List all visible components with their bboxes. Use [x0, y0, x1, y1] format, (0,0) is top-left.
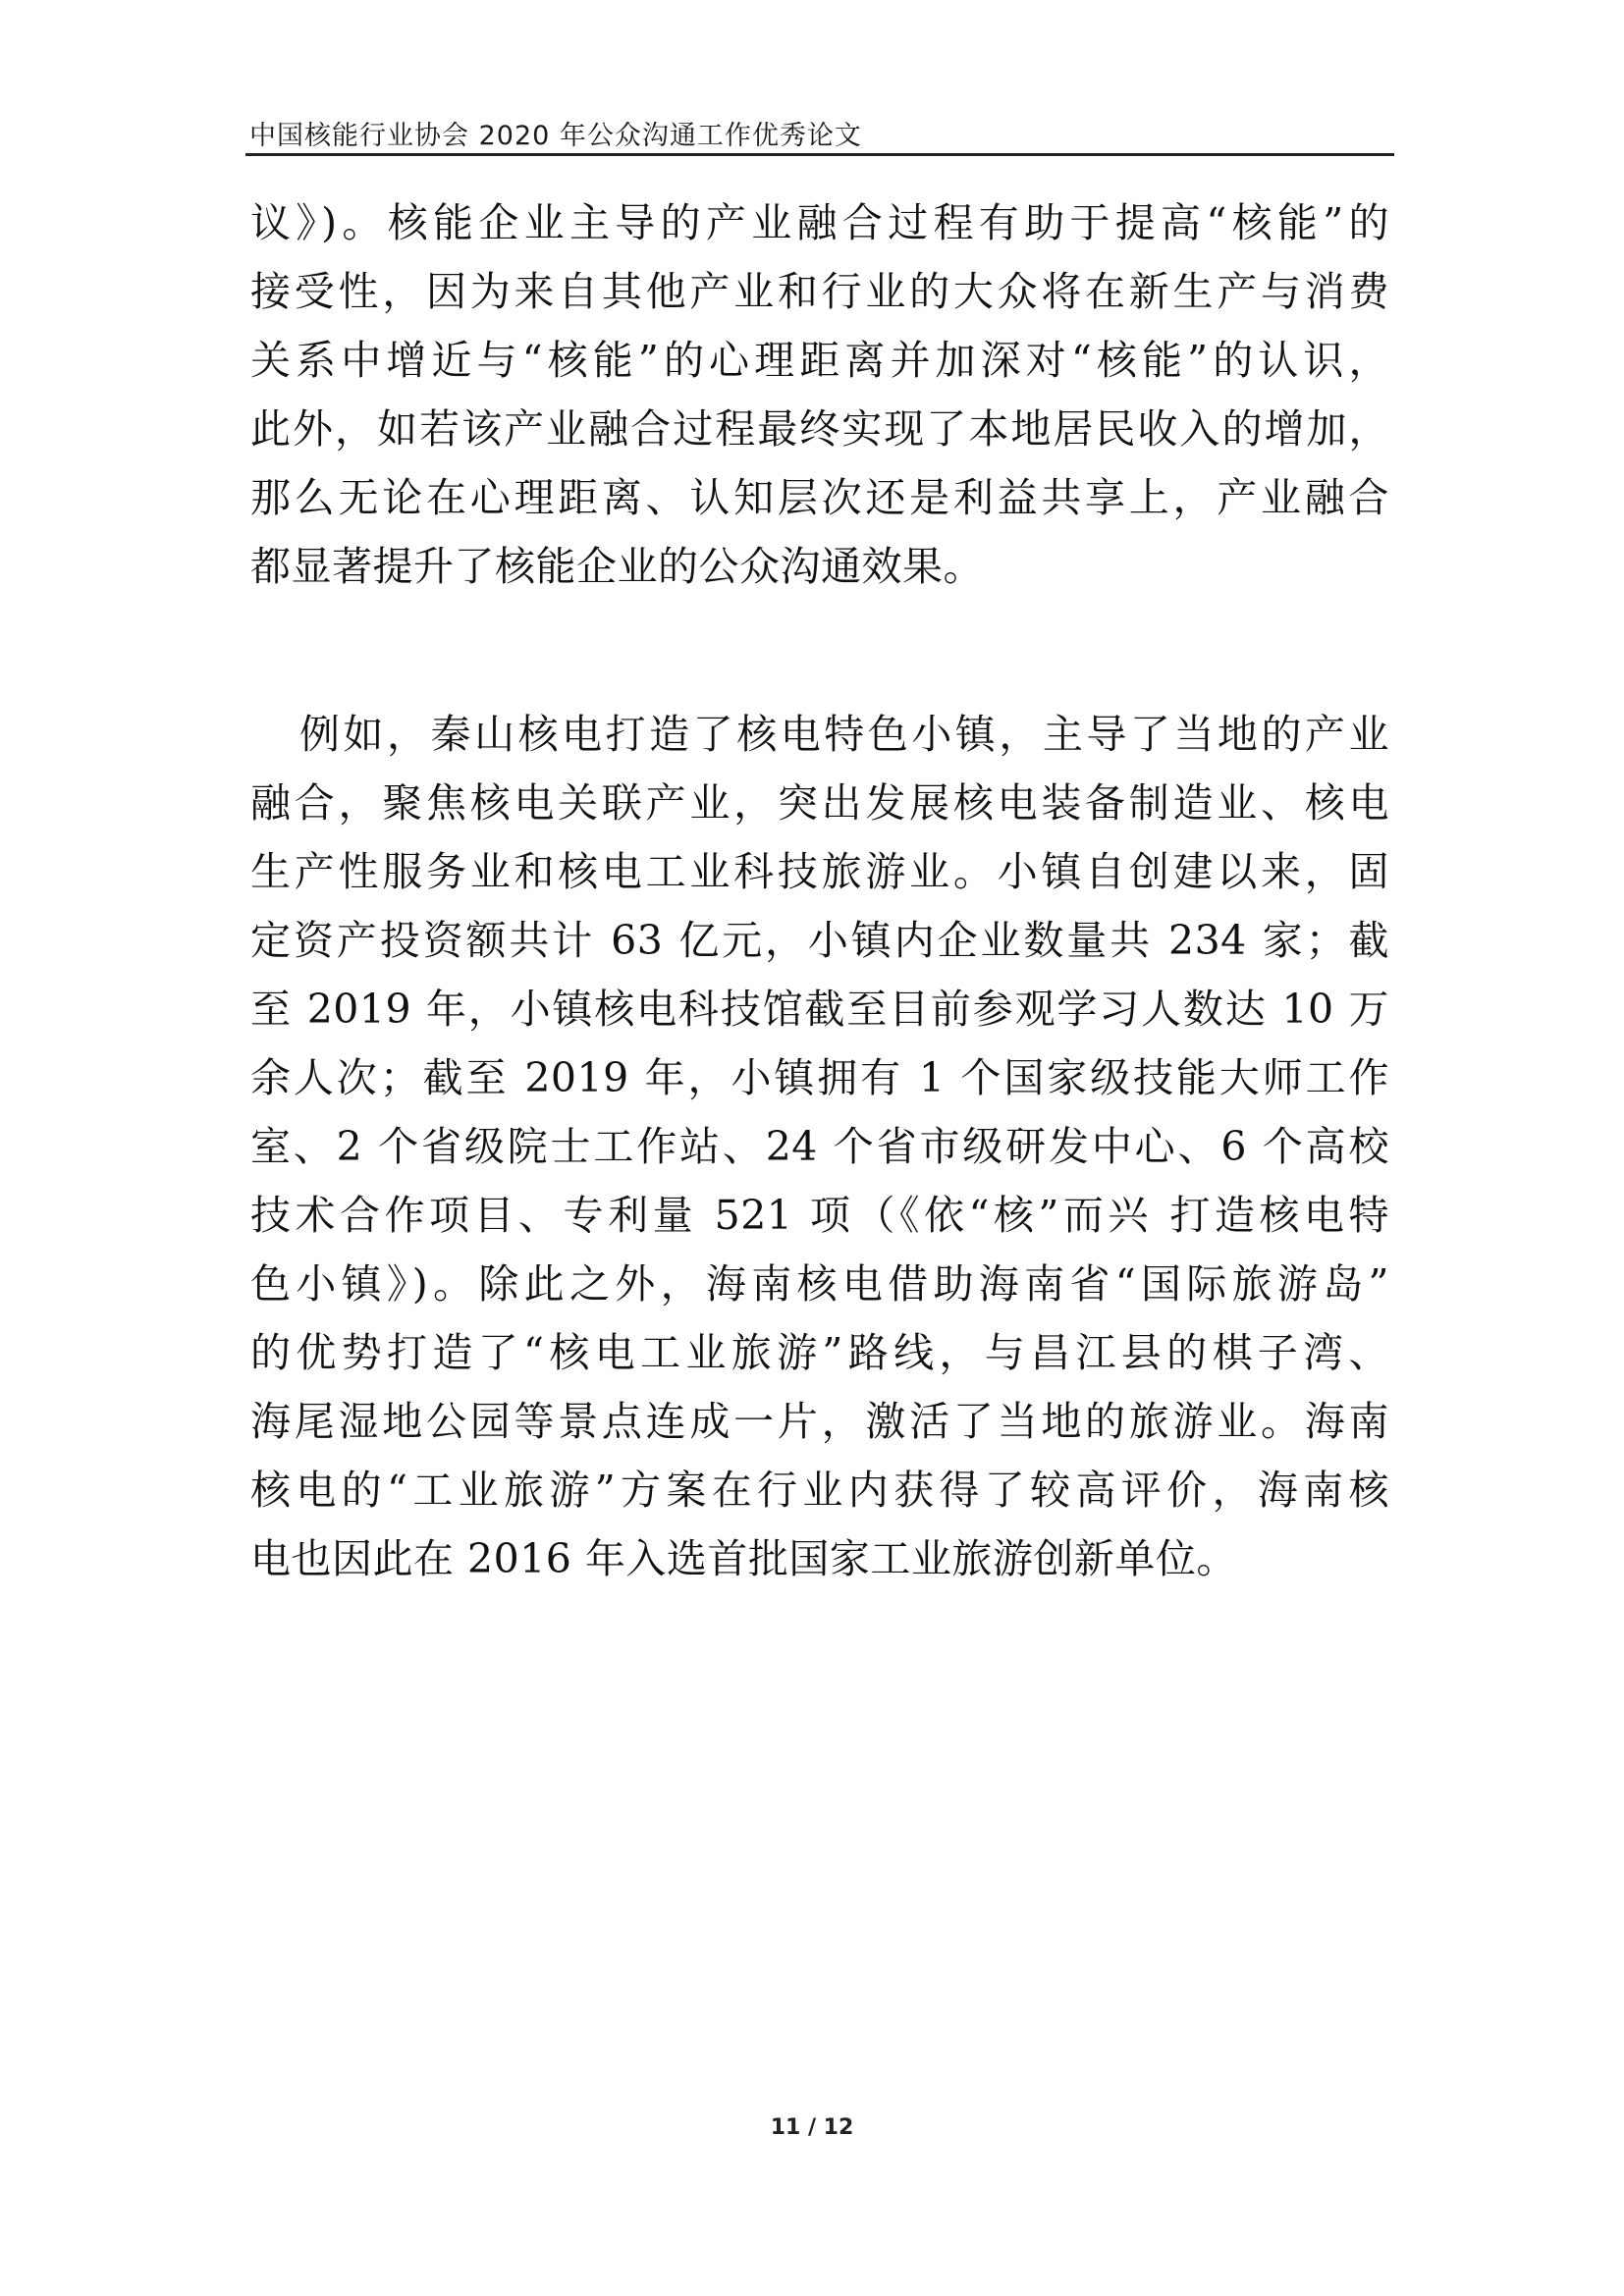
- text-line: 余人次；截至 2019 年，小镇拥有 1 个国家级技能大师工作: [250, 1054, 1389, 1101]
- text-line: 色小镇》)。除此之外，海南核电借助海南省“国际旅游岛”: [250, 1260, 1389, 1308]
- text-line: 的优势打造了“核电工业旅游”路线，与昌江县的棋子湾、: [250, 1329, 1389, 1376]
- page-header: [245, 110, 1394, 156]
- text-line: 关系中增近与“核能”的心理距离并加深对“核能”的认识，: [250, 337, 1389, 384]
- text-line: 核电的“工业旅游”方案在行业内获得了较高评价，海南核: [250, 1467, 1389, 1514]
- text-line: 海尾湿地公园等景点连成一片，激活了当地的旅游业。海南: [250, 1398, 1389, 1445]
- header-title: 中国核能行业协会 2020 年公众沟通工作优秀论文: [249, 121, 862, 151]
- page-number: 11 / 12: [770, 2115, 854, 2140]
- text-line: 技术合作项目、专利量 521 项（《依“核”而兴 打造核电特: [250, 1192, 1389, 1239]
- text-line: 例如，秦山核电打造了核电特色小镇，主导了当地的产业: [299, 711, 1389, 758]
- text-line: 电也因此在 2016 年入选首批国家工业旅游创新单位。: [250, 1535, 1237, 1582]
- text-line: 都显著提升了核能企业的公众沟通效果。: [250, 543, 984, 590]
- text-line: 室、2 个省级院士工作站、24 个省市级研发中心、6 个高校: [250, 1123, 1389, 1170]
- text-line: 融合，聚焦核电关联产业，突出发展核电装备制造业、核电: [250, 779, 1389, 827]
- text-line: 生产性服务业和核电工业科技旅游业。小镇自创建以来，固: [250, 848, 1389, 895]
- text-line: 至 2019 年，小镇核电科技馆截至目前参观学习人数达 10 万: [250, 986, 1389, 1033]
- text-line: 接受性，因为来自其他产业和行业的大众将在新生产与消费: [250, 268, 1389, 315]
- text-line: 定资产投资额共计 63 亿元，小镇内企业数量共 234 家；截: [250, 917, 1389, 964]
- text-line: 那么无论在心理距离、认知层次还是利益共享上，产业融合: [250, 474, 1389, 521]
- text-line: 此外，如若该产业融合过程最终实现了本地居民收入的增加，: [250, 405, 1389, 453]
- text-line: 议》)。核能企业主导的产业融合过程有助于提高“核能”的: [250, 199, 1389, 246]
